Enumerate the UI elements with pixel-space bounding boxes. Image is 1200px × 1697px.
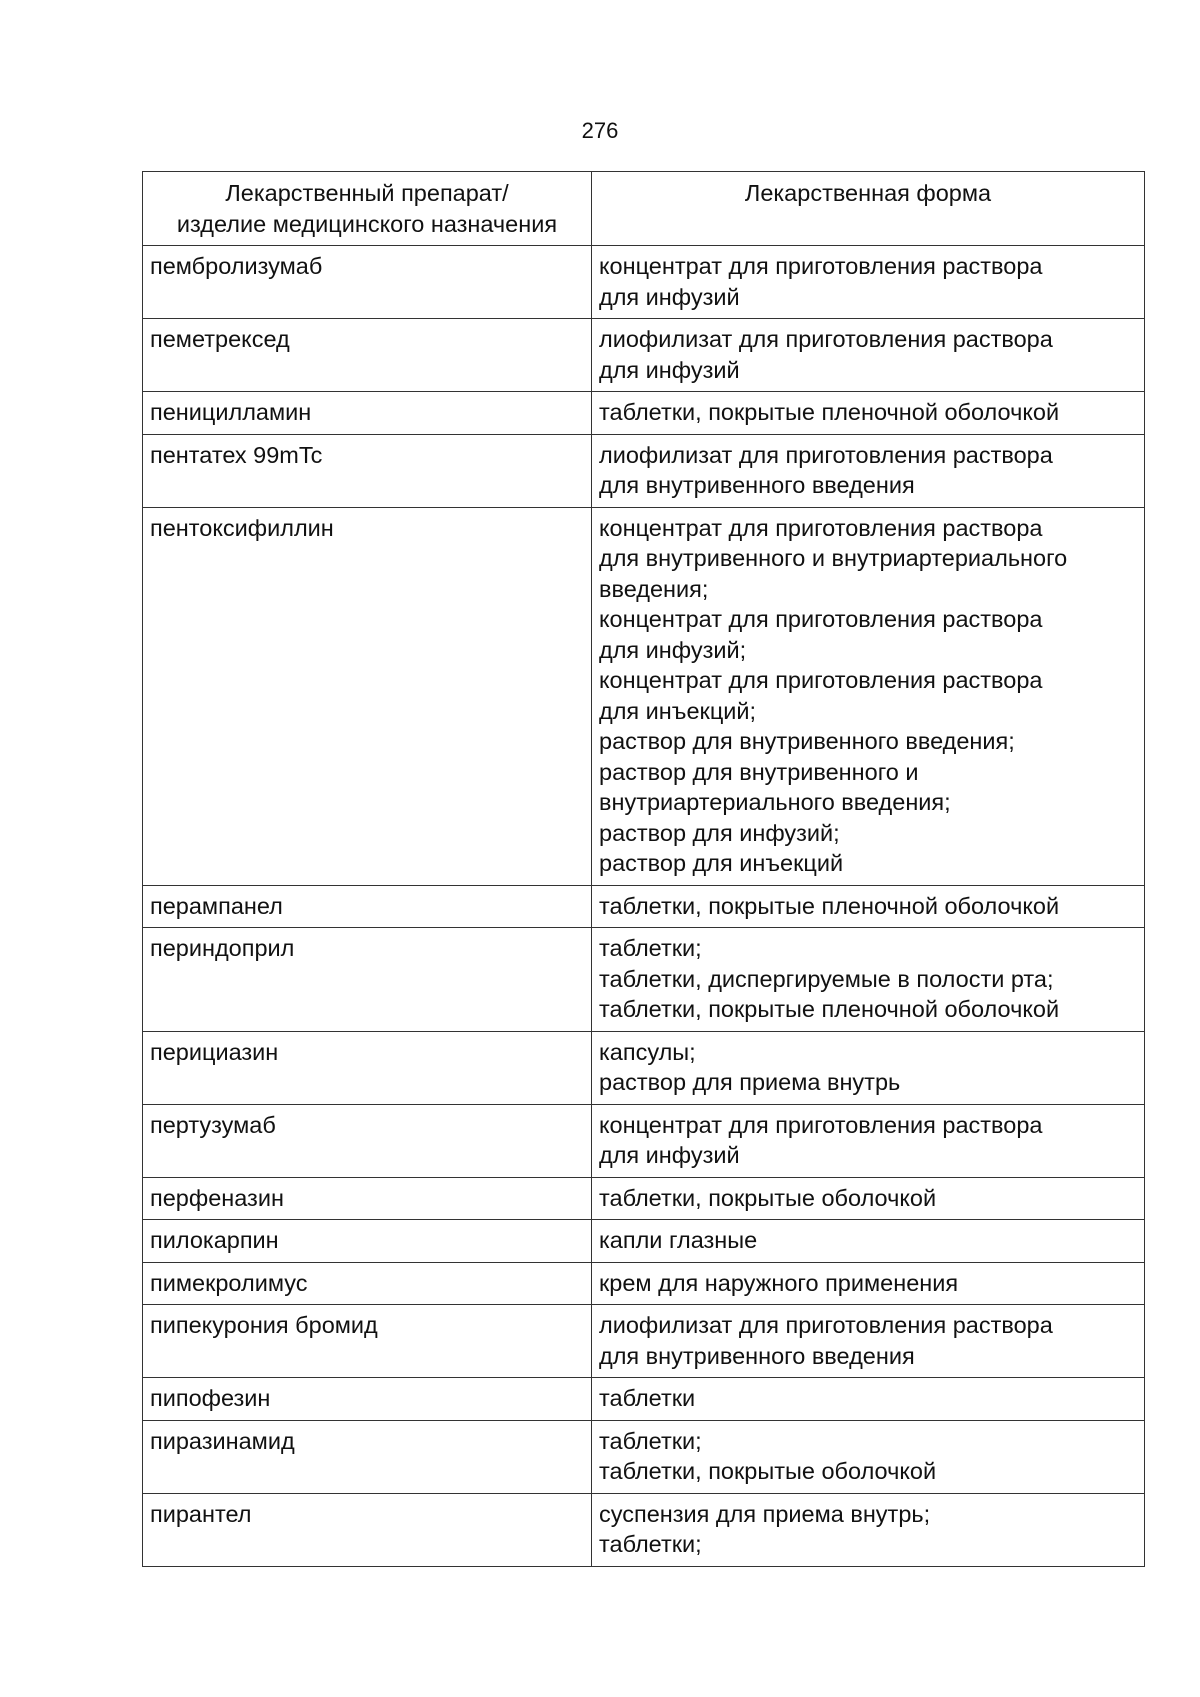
table-header-row [143, 172, 1145, 246]
drug-name-cell: пиразинамид [143, 1420, 592, 1493]
table-row [143, 246, 1145, 319]
table-row [143, 1420, 1145, 1493]
drug-name-cell: пертузумаб [143, 1104, 592, 1177]
dosage-form-cell: крем для наружного применения [592, 1262, 1145, 1305]
table-row [143, 1104, 1145, 1177]
drug-name-cell: пентоксифиллин [143, 507, 592, 885]
table-row [143, 392, 1145, 435]
table-row [143, 1262, 1145, 1305]
dosage-form-cell: концентрат для приготовления раствора для инфузий [592, 1104, 1145, 1177]
dosage-form-cell: концентрат для приготовления раствора для внутривенного и внутриартериального введения; концентрат для приготовления раствора для инфузий; концентрат для приготовления раствора для инъекций; раствор для внутривенного введения; раствор для внутривенного и внутриартериального введения; раствор для инфузий; раствор для инъекций [592, 507, 1145, 885]
table-row [143, 1220, 1145, 1263]
dosage-form-cell: таблетки; таблетки, диспергируемые в полости рта; таблетки, покрытые пленочной оболочкой [592, 928, 1145, 1032]
dosage-form-cell: лиофилизат для приготовления раствора для инфузий [592, 319, 1145, 392]
dosage-form-cell: таблетки, покрытые пленочной оболочкой [592, 885, 1145, 928]
dosage-form-cell: лиофилизат для приготовления раствора для внутривенного введения [592, 1305, 1145, 1378]
table-row [143, 885, 1145, 928]
dosage-form-cell: лиофилизат для приготовления раствора для внутривенного введения [592, 434, 1145, 507]
header-dosage-form: Лекарственная форма [592, 172, 1145, 246]
dosage-form-cell: суспензия для приема внутрь; таблетки; [592, 1493, 1145, 1566]
drug-name-cell: перициазин [143, 1031, 592, 1104]
drug-name-cell: перфеназин [143, 1177, 592, 1220]
table-row [143, 434, 1145, 507]
table-row [143, 1378, 1145, 1421]
table-row [143, 1177, 1145, 1220]
drug-name-cell: пеницилламин [143, 392, 592, 435]
drug-name-cell: пимекролимус [143, 1262, 592, 1305]
dosage-form-cell: капли глазные [592, 1220, 1145, 1263]
drug-name-cell: пембролизумаб [143, 246, 592, 319]
drug-name-cell: пипекурония бромид [143, 1305, 592, 1378]
drug-name-cell: пирантел [143, 1493, 592, 1566]
drug-table [142, 171, 1145, 1567]
table-row [143, 1493, 1145, 1566]
dosage-form-cell: таблетки [592, 1378, 1145, 1421]
table-row [143, 507, 1145, 885]
dosage-form-cell: таблетки, покрытые пленочной оболочкой [592, 392, 1145, 435]
drug-name-cell: периндоприл [143, 928, 592, 1032]
drug-name-cell: пентатех 99mTc [143, 434, 592, 507]
table-row [143, 319, 1145, 392]
drug-name-cell: пипофезин [143, 1378, 592, 1421]
drug-name-cell: пилокарпин [143, 1220, 592, 1263]
header-drug: Лекарственный препарат/ изделие медицинского назначения [143, 172, 592, 246]
table-row [143, 1031, 1145, 1104]
page-number: 276 [581, 118, 619, 143]
drug-name-cell: пеметрексед [143, 319, 592, 392]
dosage-form-cell: капсулы; раствор для приема внутрь [592, 1031, 1145, 1104]
table-row [143, 1305, 1145, 1378]
dosage-form-cell: концентрат для приготовления раствора для инфузий [592, 246, 1145, 319]
dosage-form-cell: таблетки, покрытые оболочкой [592, 1177, 1145, 1220]
drug-name-cell: перампанел [143, 885, 592, 928]
dosage-form-cell: таблетки; таблетки, покрытые оболочкой [592, 1420, 1145, 1493]
table-row [143, 928, 1145, 1032]
